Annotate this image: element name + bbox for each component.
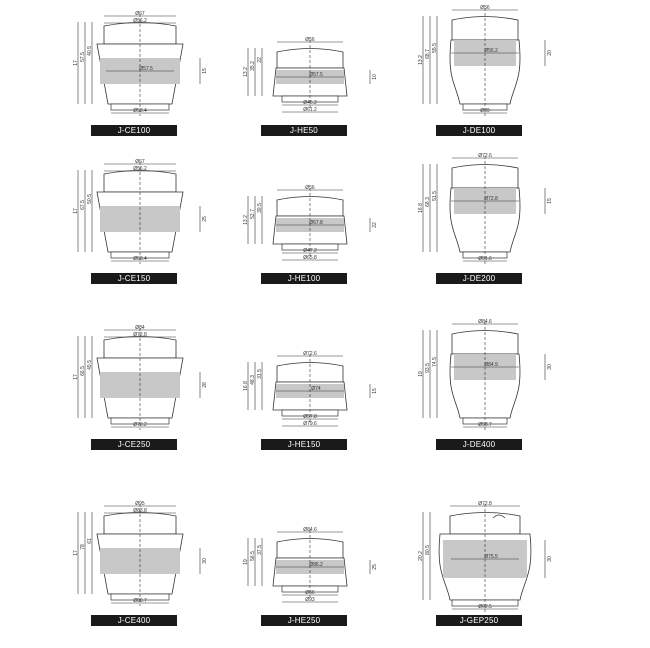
height-label: 22	[257, 57, 263, 63]
top-diameter-label: Ø67	[135, 159, 145, 165]
product-cell	[70, 4, 210, 136]
bottom-diameter-label: Ø80.7	[133, 598, 147, 604]
jar-diagram	[70, 4, 210, 136]
band-diameter-label: Ø56.2	[484, 48, 498, 54]
band-diameter-label: Ø72.8	[484, 196, 498, 202]
height-label: 61	[87, 538, 93, 544]
bottom-diameter-label: Ø58.7	[478, 422, 492, 428]
height-label: 17	[73, 208, 79, 214]
height-label: 16.8	[418, 203, 424, 213]
jar-diagram	[240, 318, 380, 450]
bottom-diameter-label: Ø39	[480, 108, 490, 114]
band-diameter-label: Ø57.5	[139, 66, 153, 72]
bottom-diameter-label: Ø61.2	[303, 107, 317, 113]
jar-drawing	[73, 325, 208, 430]
bottom-diameter-label: Ø47.2	[303, 248, 317, 254]
height-label: 48.3	[250, 375, 256, 385]
height-label: 80.5	[425, 545, 431, 555]
band-height-label: 25	[372, 564, 378, 570]
height-label: 13.2	[243, 215, 249, 225]
band-height-label: 30	[547, 556, 553, 562]
jar-drawing	[73, 11, 208, 116]
top-diameter-label: Ø72.8	[478, 501, 492, 507]
height-label: 66.5	[80, 366, 86, 376]
product-code-label: J-DE100	[436, 125, 522, 136]
jar-drawing	[418, 5, 553, 116]
height-label: 13.2	[243, 67, 249, 77]
bottom-diameter-label: Ø53.4	[133, 256, 147, 262]
jar-diagram	[415, 152, 555, 284]
band-height-label: 15	[202, 68, 208, 74]
bottom-diameter-label: Ø93	[305, 597, 315, 603]
jar-diagram	[70, 494, 210, 626]
product-code-label: J-CE150	[91, 273, 177, 284]
height-label: 16.8	[243, 381, 249, 391]
height-label: 78	[80, 544, 86, 550]
jar-drawing	[418, 501, 553, 612]
height-label: 93.5	[425, 363, 431, 373]
product-cell	[240, 494, 380, 626]
product-code-label: J-CE100	[91, 125, 177, 136]
height-label: 55.5	[432, 43, 438, 53]
height-label: 13.2	[418, 55, 424, 65]
height-label: 17	[73, 374, 79, 380]
height-label: 68.7	[425, 49, 431, 59]
product-cell	[240, 152, 380, 284]
band-diameter-label: Ø67.8	[309, 220, 323, 226]
product-code-label: J-DE400	[436, 439, 522, 450]
top-diameter-label: Ø84.6	[303, 527, 317, 533]
product-cell	[415, 318, 555, 450]
height-label: 68.3	[425, 197, 431, 207]
product-cell	[70, 494, 210, 626]
product-cell	[415, 494, 555, 626]
bottom-diameter-label: Ø53.4	[133, 108, 147, 114]
height-label: 19	[418, 371, 424, 377]
band-diameter-label: Ø84.9	[484, 362, 498, 368]
top-diameter-label: Ø56.2	[133, 18, 147, 24]
height-label: 39.5	[257, 203, 263, 213]
jar-diagram	[70, 318, 210, 450]
height-label: 52.7	[250, 209, 256, 219]
product-cell	[70, 152, 210, 284]
height-label: 20.2	[418, 551, 424, 561]
product-cell	[415, 152, 555, 284]
height-label: 50.5	[87, 194, 93, 204]
product-cell	[240, 318, 380, 450]
height-label: 17	[73, 550, 79, 556]
band-diameter-label: Ø74	[311, 386, 321, 392]
height-label: 74.5	[432, 357, 438, 367]
height-label: 57.5	[80, 52, 86, 62]
jar-drawing	[418, 319, 553, 430]
product-code-label: J-GEP250	[436, 615, 522, 626]
top-diameter-label: Ø72.8	[133, 332, 147, 338]
height-label: 49.5	[87, 360, 93, 370]
bottom-diameter-label: Ø79.6	[303, 421, 317, 427]
band-diameter-label: Ø86.2	[309, 562, 323, 568]
top-diameter-label: Ø56.2	[133, 166, 147, 172]
bottom-diameter-label: Ø62.5	[478, 604, 492, 610]
jar-diagram	[415, 494, 555, 626]
height-label: 19	[243, 559, 249, 565]
jar-diagram	[415, 4, 555, 136]
band-height-label: 10	[372, 74, 378, 80]
product-code-label: J-HE100	[261, 273, 347, 284]
jar-diagram	[240, 494, 380, 626]
top-diameter-label: Ø56	[305, 37, 315, 43]
jar-drawing	[243, 37, 378, 113]
bottom-diameter-label: Ø66	[305, 590, 315, 596]
top-diameter-label: Ø83.8	[133, 508, 147, 514]
bottom-diameter-label: Ø51.6	[478, 256, 492, 262]
band-height-label: 25	[202, 216, 208, 222]
height-label: 51.5	[432, 191, 438, 201]
height-label: 56.5	[250, 551, 256, 561]
height-label: 67.5	[80, 200, 86, 210]
top-diameter-label: Ø84	[135, 325, 145, 331]
bottom-diameter-label: Ø70.2	[133, 422, 147, 428]
product-code-label: J-HE50	[261, 125, 347, 136]
jar-drawing	[243, 185, 378, 261]
jar-drawing	[73, 501, 208, 606]
jar-diagram	[70, 152, 210, 284]
band-height-label: 15	[372, 388, 378, 394]
top-diameter-label: Ø56	[480, 5, 490, 11]
band-diameter-label: Ø57.5	[309, 72, 323, 78]
band-height-label: 20	[547, 50, 553, 56]
product-code-label: J-HE250	[261, 615, 347, 626]
height-label: 31.5	[257, 369, 263, 379]
height-label: 40.5	[87, 46, 93, 56]
jar-drawing	[418, 153, 553, 264]
bottom-diameter-label: Ø45.2	[303, 100, 317, 106]
bottom-diameter-label: Ø57.8	[303, 414, 317, 420]
top-diameter-label: Ø84.6	[478, 319, 492, 325]
bottom-diameter-label: Ø65.8	[303, 255, 317, 261]
band-height-label: 30	[202, 558, 208, 564]
product-code-label: J-HE150	[261, 439, 347, 450]
height-label: 37.5	[257, 545, 263, 555]
band-height-label: 22	[372, 222, 378, 228]
jar-drawing	[243, 351, 378, 427]
top-diameter-label: Ø95	[135, 501, 145, 507]
height-label: 35.2	[250, 61, 256, 71]
top-diameter-label: Ø72.6	[303, 351, 317, 357]
product-cell	[240, 4, 380, 136]
top-diameter-label: Ø67	[135, 11, 145, 17]
product-code-label: J-CE250	[91, 439, 177, 450]
product-code-label: J-DE200	[436, 273, 522, 284]
top-diameter-label: Ø72.6	[478, 153, 492, 159]
height-label: 17	[73, 60, 79, 66]
jar-diagram	[240, 152, 380, 284]
jar-diagram	[240, 4, 380, 136]
jar-drawing	[243, 527, 378, 603]
jar-diagram	[415, 318, 555, 450]
product-code-label: J-CE400	[91, 615, 177, 626]
band-diameter-label: Ø75.5	[484, 554, 498, 560]
product-cell	[70, 318, 210, 450]
band-height-label: 28	[202, 382, 208, 388]
band-height-label: 15	[547, 198, 553, 204]
product-cell	[415, 4, 555, 136]
jar-drawing	[73, 159, 208, 264]
band-height-label: 30	[547, 364, 553, 370]
top-diameter-label: Ø56	[305, 185, 315, 191]
